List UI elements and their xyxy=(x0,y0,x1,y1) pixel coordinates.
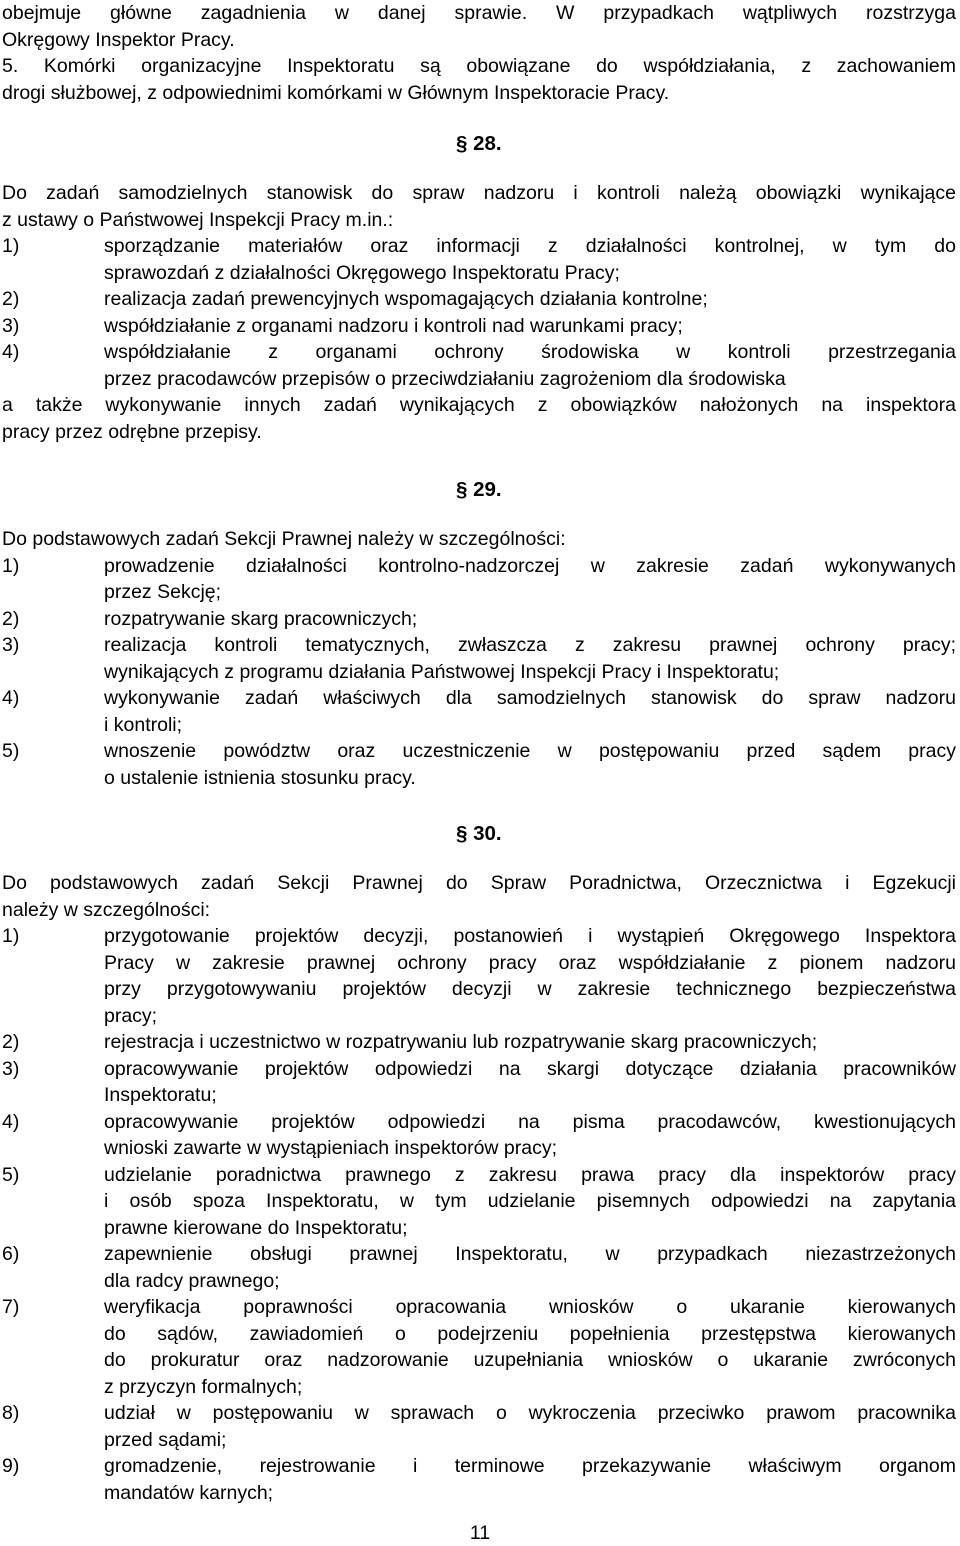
section-heading-28: § 28. xyxy=(456,132,502,155)
text-line: obejmuje główne zagadnienia w danej sprawie. W przypadkach wątpliwych rozstrzyga xyxy=(2,2,956,24)
list-number: 1) xyxy=(2,235,20,257)
list-text: rejestracja i uczestnictwo w rozpatrywaniu lub rozpatrywanie skarg pracowniczych; xyxy=(104,1031,818,1053)
list-text: współdziałanie z organami ochrony środowiska w kontroli przestrzegania xyxy=(104,341,956,363)
text-line: należy w szczególności: xyxy=(2,898,211,921)
section-28-body xyxy=(2,180,956,445)
list-item xyxy=(2,1453,956,1480)
list-item xyxy=(2,233,956,260)
list-item xyxy=(2,685,956,712)
section-30-body xyxy=(2,870,956,1506)
top-paragraph xyxy=(2,0,956,106)
list-text: Pracy w zakresie prawnej ochrony pracy oraz współdziałanie z pionem nadzoru xyxy=(104,951,956,974)
list-number: 1) xyxy=(2,925,20,947)
text-line: Do podstawowych zadań Sekcji Prawnej należy w szczególności: xyxy=(2,528,566,550)
list-text: opracowywanie projektów odpowiedzi na skargi dotyczące działania pracowników xyxy=(104,1057,956,1080)
text-line: drogi służbowej, z odpowiednimi komórkami w Głównym Inspektoracie Pracy. xyxy=(2,81,670,104)
list-text: wynikających z programu działania Państwowej Inspekcji Pracy i Inspektoratu; xyxy=(104,660,780,683)
list-number: 2) xyxy=(2,607,20,630)
list-number: 7) xyxy=(2,1296,20,1318)
list-text: mandatów karnych; xyxy=(104,1481,274,1504)
list-item xyxy=(2,606,956,633)
list-item xyxy=(2,313,956,340)
list-text: przez Sekcję; xyxy=(104,581,222,603)
list-item xyxy=(2,339,956,366)
list-number: 2) xyxy=(2,1031,20,1053)
list-number: 4) xyxy=(2,1110,20,1133)
list-text: Inspektoratu; xyxy=(104,1084,217,1106)
section-heading-29: § 29. xyxy=(456,478,502,501)
list-text: realizacja zadań prewencyjnych wspomagających działania kontrolne; xyxy=(104,288,708,310)
list-text: weryfikacja poprawności opracowania wniosków o ukaranie kierowanych xyxy=(104,1296,956,1318)
list-text: realizacja kontroli tematycznych, zwłaszcza z zakresu prawnej ochrony pracy; xyxy=(104,634,956,656)
list-item xyxy=(2,1400,956,1427)
list-item xyxy=(2,738,956,765)
list-text: współdziałanie z organami nadzoru i kontroli nad warunkami pracy; xyxy=(104,314,683,337)
list-text: i osób spoza Inspektoratu, w tym udzielanie pisemnych odpowiedzi na zapytania xyxy=(104,1190,956,1212)
list-item xyxy=(2,1029,956,1056)
list-text: prawne kierowane do Inspektoratu; xyxy=(104,1216,408,1239)
list-item xyxy=(2,1294,956,1321)
list-text: do prokuratur oraz nadzorowanie uzupełniania wniosków o ukaranie zwróconych xyxy=(104,1349,956,1371)
list-item xyxy=(2,553,956,580)
list-text: zapewnienie obsługi prawnej Inspektoratu, w przypadkach niezastrzeżonych xyxy=(104,1243,956,1265)
list-text: i kontroli; xyxy=(104,713,183,736)
text-line: Do podstawowych zadań Sekcji Prawnej do Spraw Poradnictwa, Orzecznictwa i Egzekucji xyxy=(2,872,956,894)
section-heading-30: § 30. xyxy=(456,822,502,845)
list-text: opracowywanie projektów odpowiedzi na pisma pracodawców, kwestionujących xyxy=(104,1110,956,1133)
list-text: dla radcy prawnego; xyxy=(104,1269,280,1292)
list-item xyxy=(2,1056,956,1083)
list-text: udzielanie poradnictwa prawnego z zakresu prawa pracy dla inspektorów pracy xyxy=(104,1163,956,1186)
list-number: 5) xyxy=(2,740,20,762)
list-text: wnioski zawarte w wystąpieniach inspektorów pracy; xyxy=(104,1137,558,1159)
list-number: 3) xyxy=(2,634,20,656)
text-line: 5. Komórki organizacyjne Inspektoratu są obowiązane do współdziałania, z zachowaniem xyxy=(2,55,956,77)
list-item xyxy=(2,286,956,313)
text-line: Do zadań samodzielnych stanowisk do spraw nadzoru i kontroli należą obowiązki wynikające xyxy=(2,182,956,204)
list-text: rozpatrywanie skarg pracowniczych; xyxy=(104,607,418,630)
list-text: przy przygotowywaniu projektów decyzji w zakresie technicznego bezpieczeństwa xyxy=(104,978,956,1000)
list-text: gromadzenie, rejestrowanie i terminowe przekazywanie właściwym organom xyxy=(104,1455,956,1477)
section-29-body xyxy=(2,526,956,791)
list-text: wnoszenie powództw oraz uczestniczenie w postępowaniu przed sądem pracy xyxy=(104,740,956,762)
list-number: 9) xyxy=(2,1455,20,1477)
text-line: a także wykonywanie innych zadań wynikających z obowiązków nałożonych na inspektora xyxy=(2,394,956,416)
list-item xyxy=(2,1241,956,1268)
list-number: 5) xyxy=(2,1163,20,1186)
list-item xyxy=(2,1109,956,1136)
list-text: sprawozdań z działalności Okręgowego Inspektoratu Pracy; xyxy=(104,261,620,284)
list-number: 4) xyxy=(2,687,20,709)
list-text: przygotowanie projektów decyzji, postanowień i wystąpień Okręgowego Inspektora xyxy=(104,925,956,947)
list-text: z przyczyn formalnych; xyxy=(104,1375,303,1398)
list-number: 2) xyxy=(2,288,20,310)
list-number: 3) xyxy=(2,1057,20,1080)
list-text: wykonywanie zadań właściwych dla samodzielnych stanowisk do spraw nadzoru xyxy=(104,687,956,709)
list-number: 3) xyxy=(2,314,20,337)
list-item xyxy=(2,923,956,950)
list-number: 6) xyxy=(2,1243,20,1265)
list-text: do sądów, zawiadomień o podejrzeniu popełnienia przestępstwa kierowanych xyxy=(104,1322,956,1345)
text-line: z ustawy o Państwowej Inspekcji Pracy m.in.: xyxy=(2,208,394,231)
list-text: sporządzanie materiałów oraz informacji z działalności kontrolnej, w tym do xyxy=(104,235,956,257)
list-item xyxy=(2,632,956,659)
text-line: Okręgowy Inspektor Pracy. xyxy=(2,28,235,51)
list-text: udział w postępowaniu w sprawach o wykroczenia przeciwko prawom pracownika xyxy=(104,1402,956,1424)
page-number: 11 xyxy=(469,1522,491,1544)
list-text: pracy; xyxy=(104,1004,158,1027)
list-text: prowadzenie działalności kontrolno-nadzorczej w zakresie zadań wykonywanych xyxy=(104,554,956,577)
list-number: 4) xyxy=(2,341,20,363)
list-number: 1) xyxy=(2,554,20,577)
text-line: pracy przez odrębne przepisy. xyxy=(2,420,262,443)
list-text: o ustalenie istnienia stosunku pracy. xyxy=(104,766,416,789)
list-number: 8) xyxy=(2,1402,20,1424)
list-text: przed sądami; xyxy=(104,1428,227,1451)
list-item xyxy=(2,1162,956,1189)
list-text: przez pracodawców przepisów o przeciwdziałaniu zagrożeniom dla środowiska xyxy=(104,367,786,390)
